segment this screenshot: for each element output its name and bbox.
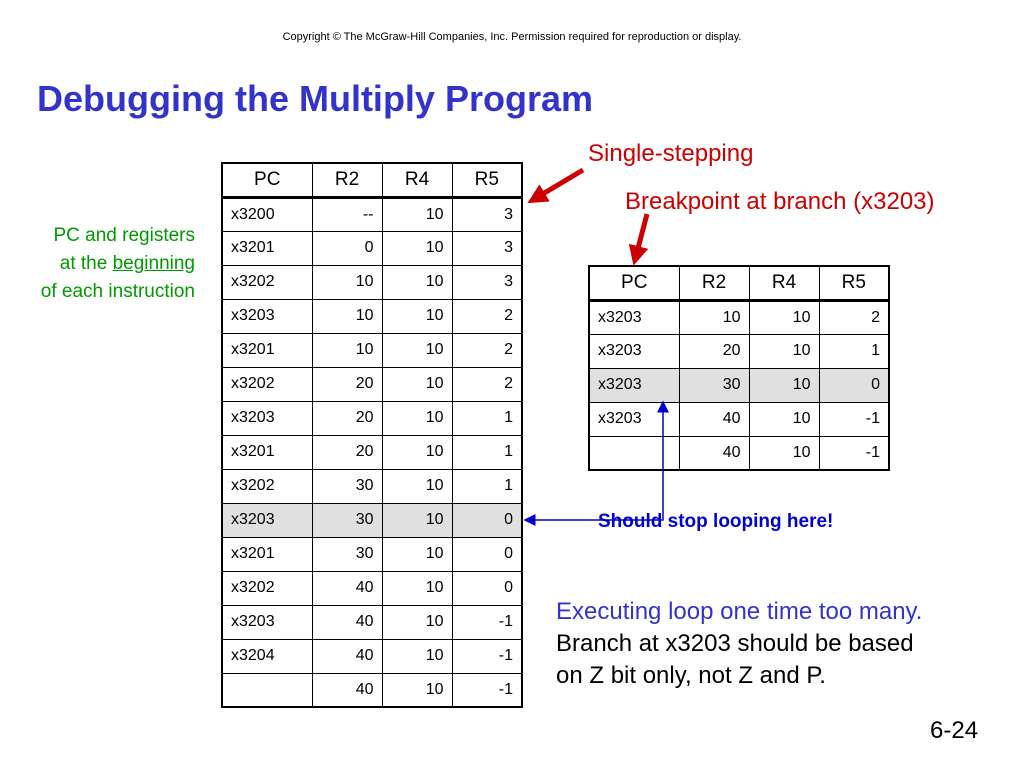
table-cell: 10 (749, 334, 819, 368)
header-cell: R5 (819, 266, 889, 300)
table-cell: 10 (382, 435, 452, 469)
table-cell: 1 (819, 334, 889, 368)
table-cell: 40 (312, 571, 382, 605)
table-cell: 10 (382, 367, 452, 401)
header-cell: R4 (382, 163, 452, 197)
table-cell: 30 (312, 469, 382, 503)
table-cell: x3204 (222, 639, 312, 673)
table-cell: 10 (382, 503, 452, 537)
table-cell: 10 (679, 300, 749, 334)
table-cell: 10 (749, 436, 819, 470)
table-cell: 10 (382, 673, 452, 707)
table-cell: x3202 (222, 265, 312, 299)
table-cell: 20 (679, 334, 749, 368)
table-cell: x3201 (222, 537, 312, 571)
table-cell: 1 (452, 435, 522, 469)
note-line2: Branch at x3203 should be based (556, 630, 914, 657)
table-cell: 10 (312, 299, 382, 333)
note-line3: on Z bit only, not Z and P. (556, 662, 826, 689)
table-cell: 10 (382, 605, 452, 639)
table-cell: 20 (312, 435, 382, 469)
table-cell: 10 (382, 639, 452, 673)
table-cell: 10 (749, 402, 819, 436)
table-cell: 2 (819, 300, 889, 334)
table-cell: 20 (312, 367, 382, 401)
pc-caption-line3: of each instruction (40, 281, 195, 302)
table-cell: 1 (452, 469, 522, 503)
pc-caption-line2-prefix: at the (59, 253, 113, 274)
table-cell: 40 (679, 436, 749, 470)
header-cell: R2 (312, 163, 382, 197)
table-cell: x3203 (589, 368, 679, 402)
table-cell: 10 (749, 368, 819, 402)
table-cell: x3201 (222, 231, 312, 265)
header-cell: PC (222, 163, 312, 197)
table-cell: 10 (382, 231, 452, 265)
page-number: 6-24 (930, 717, 979, 744)
breakpoint-label: Breakpoint at branch (x3203) (625, 188, 935, 215)
table-cell: 40 (312, 605, 382, 639)
table-cell: 10 (312, 333, 382, 367)
slide-title: Debugging the Multiply Program (37, 78, 593, 119)
pc-caption-underlined-word: beginning (112, 253, 195, 274)
table-cell: 1 (452, 401, 522, 435)
table-cell: 10 (749, 300, 819, 334)
table-cell: -1 (819, 402, 889, 436)
note-line1: Executing loop one time too many. (556, 598, 923, 625)
table-cell: x3203 (222, 503, 312, 537)
table-cell: x3203 (222, 299, 312, 333)
table-cell: x3203 (589, 300, 679, 334)
table-cell: 10 (382, 299, 452, 333)
header-cell: R5 (452, 163, 522, 197)
table-cell: 3 (452, 197, 522, 231)
table-cell: -1 (819, 436, 889, 470)
table-cell: x3201 (222, 435, 312, 469)
table-cell: 40 (679, 402, 749, 436)
table-cell: -- (312, 197, 382, 231)
table-cell: 10 (382, 571, 452, 605)
table-cell: 40 (312, 639, 382, 673)
table-cell: x3202 (222, 469, 312, 503)
table-cell: 0 (452, 503, 522, 537)
table-cell: 2 (452, 367, 522, 401)
table-cell: 30 (679, 368, 749, 402)
table-cell: 30 (312, 537, 382, 571)
table-cell: x3202 (222, 571, 312, 605)
table-cell: -1 (452, 673, 522, 707)
table-cell: x3203 (589, 334, 679, 368)
table-cell: -1 (452, 605, 522, 639)
table-cell: 10 (382, 537, 452, 571)
table-cell: 3 (452, 231, 522, 265)
table-cell: x3203 (222, 401, 312, 435)
copyright-notice: Copyright © The McGraw-Hill Companies, Inc. Permission required for reproduction or display. (282, 31, 742, 43)
table-cell: 10 (382, 469, 452, 503)
table-cell: 10 (382, 197, 452, 231)
table-cell: 10 (382, 265, 452, 299)
header-cell: R2 (679, 266, 749, 300)
table-cell: 2 (452, 299, 522, 333)
table-cell: 0 (452, 571, 522, 605)
table-cell: 0 (819, 368, 889, 402)
table-cell: -1 (452, 639, 522, 673)
table-cell: x3200 (222, 197, 312, 231)
pc-caption-line1: PC and registers (53, 225, 195, 246)
table-cell: 2 (452, 333, 522, 367)
table-cell: 0 (452, 537, 522, 571)
table-cell: 10 (382, 333, 452, 367)
stop-pointer-up-arrow (596, 402, 663, 520)
table-cell: 10 (382, 401, 452, 435)
table-cell: 10 (312, 265, 382, 299)
table-cell: 40 (312, 673, 382, 707)
single-stepping-arrow (536, 170, 583, 198)
table-cell: 20 (312, 401, 382, 435)
table-cell: x3203 (589, 402, 679, 436)
table-cell: 30 (312, 503, 382, 537)
table-cell: x3203 (222, 605, 312, 639)
single-stepping-label: Single-stepping (588, 140, 754, 167)
table-cell: 0 (312, 231, 382, 265)
stop-looping-label: Should stop looping here! (598, 511, 834, 532)
table-cell: x3202 (222, 367, 312, 401)
header-cell: R4 (749, 266, 819, 300)
table-cell: 3 (452, 265, 522, 299)
table-cell: x3201 (222, 333, 312, 367)
breakpoint-arrow (636, 214, 647, 256)
header-cell: PC (589, 266, 679, 300)
